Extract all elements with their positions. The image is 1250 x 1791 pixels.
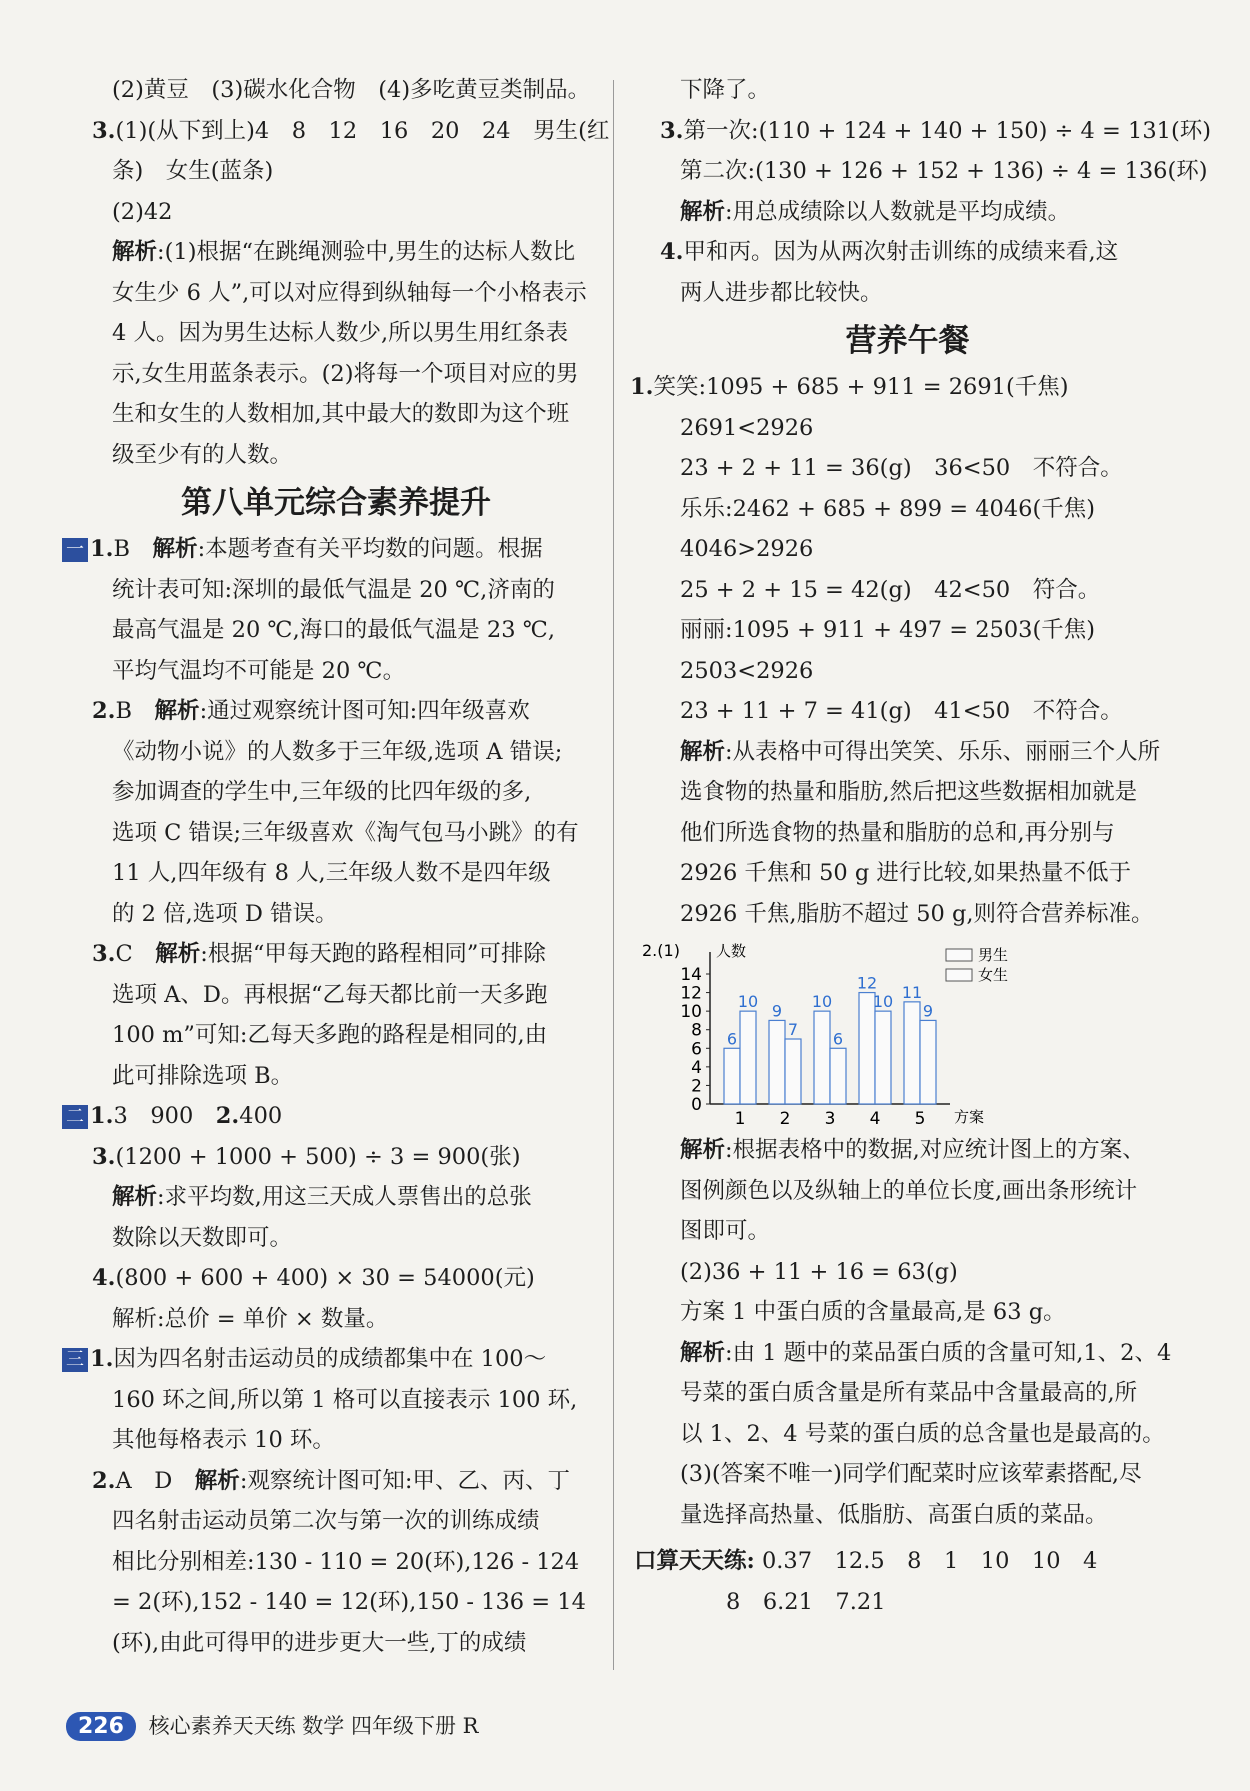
text-line [62,394,610,435]
text-line [62,111,610,152]
text-line [630,192,1185,233]
text-line [630,232,1185,273]
book-title: 核心素养天天练 数学 四年级下册 R [148,1714,479,1738]
data-label: 12 [856,973,878,993]
text-line [62,975,610,1016]
text-line [630,151,1208,192]
text-line [630,529,1185,570]
data-label: 9 [922,1001,934,1021]
text-line [62,1461,610,1502]
text-line [630,610,1185,651]
line-text: 图例颜色以及纵轴上的单位长度,画出条形统计 [680,1177,1138,1204]
y-tick-label: 0 [691,1095,702,1115]
bar [814,1011,830,1104]
text-line [630,408,1185,449]
line-text: = 2(环),152 - 140 = 12(环),150 - 136 = 14 [112,1589,586,1615]
y-tick-label: 14 [680,965,702,985]
line-text: :求平均数,用这三天成人票售出的总张 [157,1184,532,1210]
text-line [62,853,610,894]
text-line [630,1171,1185,1212]
line-text: 女生少 6 人”,可以对应得到纵轴每一个小格表示 [112,279,587,306]
analysis-label: 解析 [155,941,201,967]
analysis-label: 解析 [154,698,200,724]
line-text: 第二次:(130 + 126 + 152 + 136) ÷ 4 = 136(环) [680,158,1208,184]
bar [875,1011,891,1104]
text-line [62,570,610,611]
line-text: 平均气温均不可能是 20 ℃。 [112,657,406,684]
x-tick-label: 1 [734,1109,746,1129]
line-text: 甲和丙。因为从两次射击训练的成绩来看,这 [683,239,1119,265]
text-line [630,813,1185,854]
line-text: 条) 女生(蓝条) [112,158,274,184]
text-line [62,1542,610,1583]
text-line [62,529,610,570]
q2-label: 2.(1) [642,941,680,960]
text-line [630,1130,1185,1171]
line-text: 统计表可知:深圳的最低气温是 20 ℃,济南的 [112,576,555,603]
text-line [62,1258,610,1299]
text-line [62,934,610,975]
y-tick-label: 8 [691,1020,702,1041]
analysis-label: 解析 [680,1339,726,1366]
question-number: 3. [92,941,116,967]
data-label: 10 [872,992,894,1012]
line-text: 选项 A、D。再根据“乙每天都比前一天多跑 [112,981,548,1008]
line-text: 2503<2926 [680,657,814,684]
line-text: 此可排除选项 B。 [112,1062,294,1089]
oral-practice-answers: 0.37 12.5 8 1 10 10 4 [761,1548,1098,1574]
question-number: 4. [660,239,684,265]
question-number: 4. [92,1265,116,1291]
line-text: 第一次:(110 + 124 + 140 + 150) ÷ 4 = 131(环) [683,117,1212,144]
line-text: 号菜的蛋白质含量是所有菜品中含量最高的,所 [680,1380,1138,1406]
x-tick-label: 4 [869,1109,881,1129]
text-line [62,273,610,314]
text-line [62,435,610,476]
left-column [62,70,610,1663]
line-text: 选食物的热量和脂肪,然后把这些数据相加就是 [680,779,1138,805]
line-text: 他们所选食物的热量和脂肪的总和,再分别与 [680,819,1115,846]
analysis-label: 解析 [112,1184,158,1210]
bar [785,1039,801,1104]
column-divider [613,80,614,1670]
line-text: 11 人,四年级有 8 人,三年级人数不是四年级 [112,860,551,886]
line-text: 笑笑:1095 + 685 + 911 = 2691(千焦) [653,374,1069,400]
right-column [630,70,1212,1622]
line-text: 乐乐:2462 + 685 + 899 = 4046(千焦) [680,495,1096,522]
text-line [630,1292,1185,1333]
line-text: 4 人。因为男生达标人数少,所以男生用红条表 [112,320,569,346]
text-line [62,354,610,395]
line-text: 4046>2926 [680,536,814,562]
text-line [630,448,1185,489]
line-text: :根据“甲每天跑的路程相同”可排除 [200,941,546,967]
line-text: 2926 千焦,脂肪不超过 50 g,则符合营养标准。 [680,900,1154,927]
line-text: 量选择高热量、低脂肪、高蛋白质的菜品。 [680,1501,1108,1528]
question-number: 1. [90,536,114,562]
text-line [630,691,1185,732]
analysis-label: 解析 [680,1137,726,1163]
analysis-label: 解析 [112,239,158,265]
section-title-lunch: 营养午餐 [845,323,970,359]
text-line [630,1211,1185,1252]
bar-chart-svg [630,934,1185,1130]
text-line [630,273,1185,314]
x-axis-label: 方案 [954,1108,985,1126]
part-badge: 一 [62,538,88,562]
question-number: 2. [92,698,116,724]
text-line [62,1623,610,1664]
line-text: 其他每格表示 10 环。 [112,1427,335,1453]
text-line [630,489,1185,530]
line-text: (2)42 [112,198,173,225]
text-line [62,1339,610,1380]
line-text: (3)(答案不唯一)同学们配菜时应该荤素搭配,尽 [680,1461,1142,1487]
text-line [630,732,1185,773]
data-label: 6 [726,1029,738,1049]
line-text: 25 + 2 + 15 = 42(g) 42<50 符合。 [680,576,1101,603]
data-label: 9 [771,1001,783,1021]
line-text: 2926 千焦和 50 g 进行比较,如果热量不低于 [680,860,1132,886]
line-text: :(1)根据“在跳绳测验中,男生的达标人数比 [157,239,576,265]
line-text: 因为四名射击运动员的成绩都集中在 100～ [113,1346,547,1372]
y-tick-label: 4 [691,1057,702,1078]
text-line [62,894,610,935]
y-tick-label: 10 [680,1002,702,1023]
bar-chart [630,934,1185,1130]
line-text: 生和女生的人数相加,其中最大的数即为这个班 [112,401,570,427]
bar [830,1048,846,1104]
line-text: 级至少有的人数。 [112,441,293,468]
data-label: 10 [737,992,759,1012]
text-line [630,1454,1185,1495]
question-number: 1. [90,1103,114,1129]
line-text: 《动物小说》的人数多于三年级,选项 A 错误; [112,738,563,765]
oral-practice [630,1541,1185,1582]
right-answers-bottom [630,1130,1185,1535]
text-line [630,1373,1185,1414]
legend-label: 女生 [978,966,1009,984]
line-text: :本题考查有关平均数的问题。根据 [197,536,543,562]
line-text: 最高气温是 20 ℃,海口的最低气温是 23 ℃, [112,617,556,643]
part-badge: 二 [62,1105,88,1129]
question-number: 1. [90,1346,114,1372]
text-line [62,732,610,773]
text-line [62,151,610,192]
line-text: (环),由此可得甲的进步更大一些,丁的成绩 [112,1629,527,1656]
line-text: 示,女生用蓝条表示。(2)将每一个项目对应的男 [112,360,579,387]
page-footer [66,1710,478,1741]
line-text: :根据表格中的数据,对应统计图上的方案、 [725,1137,1145,1163]
analysis-label: 解析 [194,1467,240,1494]
line-text: 四名射击运动员第二次与第一次的训练成绩 [112,1508,540,1534]
text-line [630,367,1185,408]
line-text: 160 环之间,所以第 1 格可以直接表示 100 环, [112,1386,578,1413]
text-line [62,610,610,651]
text-line [630,1495,1185,1536]
left-answers-bottom [62,529,610,1663]
line-text: 以 1、2、4 号菜的蛋白质的总含量也是最高的。 [680,1420,1165,1447]
bar [740,1011,756,1104]
text-line [62,1056,610,1097]
line-text: A D [115,1467,195,1494]
y-tick-label: 2 [691,1076,702,1097]
text-line [630,70,1185,111]
analysis-label: 解析 [152,536,198,562]
text-line [630,1333,1185,1374]
line-text: B [115,698,155,724]
text-line [630,1252,1185,1293]
text-line [62,1015,610,1056]
text-line [62,772,610,813]
bar [724,1048,740,1104]
text-line [630,772,1185,813]
line-text: (2)36 + 11 + 16 = 63(g) [680,1258,958,1285]
section-title-unit8: 第八单元综合素养提升 [181,485,491,521]
line-text: :用总成绩除以人数就是平均成绩。 [725,198,1071,225]
legend-label: 男生 [978,946,1009,964]
right-answers-mid [630,367,1185,934]
line-text: 23 + 11 + 7 = 41(g) 41<50 不符合。 [680,698,1123,724]
line-text: :通过观察统计图可知:四年级喜欢 [199,698,530,724]
analysis-label: 解析 [680,198,726,225]
line-text: 2691<2926 [680,414,814,441]
text-line [62,232,610,273]
line-text: 23 + 2 + 11 = 36(g) 36<50 不符合。 [680,455,1123,481]
line-text: :由 1 题中的菜品蛋白质的含量可知,1、2、4 [725,1339,1172,1366]
data-label: 7 [787,1020,799,1039]
line-text: 数除以天数即可。 [112,1224,293,1251]
line-text: 400 [239,1103,283,1129]
line-text: 图即可。 [680,1218,771,1244]
oral-practice-label: 口算天天练: [634,1548,755,1574]
text-line [62,313,610,354]
text-line [62,1218,610,1259]
y-tick-label: 6 [691,1039,702,1060]
line-text: 下降了。 [680,77,771,103]
bar [920,1020,936,1104]
x-tick-label: 3 [824,1109,836,1129]
line-text: 两人进步都比较快。 [680,279,883,306]
left-answers-top [62,70,610,475]
line-text: (1)(从下到上)4 8 12 16 20 24 男生(红 [115,117,610,144]
text-line [630,894,1185,935]
text-line [62,70,610,111]
line-text: 100 m”可知:乙每天多跑的路程是相同的,由 [112,1022,548,1048]
line-text: 的 2 倍,选项 D 错误。 [112,900,338,927]
line-text: 相比分别相差:130 - 110 = 20(环),126 - 124 [112,1548,580,1575]
line-text: 选项 C 错误;三年级喜欢《淘气包马小跳》的有 [112,819,579,846]
data-label: 10 [811,992,833,1012]
text-line [62,1096,610,1137]
text-line [62,651,610,692]
part-badge: 三 [62,1348,88,1372]
legend-swatch [946,969,972,981]
line-text: 解析:总价 = 单价 × 数量。 [112,1305,389,1332]
text-line [630,853,1185,894]
question-number: 3. [92,1143,116,1170]
text-line [62,1299,610,1340]
question-number: 3. [660,117,684,144]
y-tick-label: 12 [680,983,702,1004]
x-tick-label: 5 [914,1109,926,1129]
text-line [62,192,610,233]
line-text: (2)黄豆 (3)碳水化合物 (4)多吃黄豆类制品。 [112,77,591,103]
line-text: 3 900 [113,1103,216,1129]
right-answers-top [630,70,1212,313]
bar [904,1002,920,1104]
line-text: :从表格中可得出笑笑、乐乐、丽丽三个人所 [725,738,1161,765]
question-number: 1. [630,374,654,400]
text-line [62,1177,610,1218]
data-label: 6 [832,1029,844,1049]
line-text: :观察统计图可知:甲、乙、丙、丁 [239,1467,570,1494]
line-text: 方案 1 中蛋白质的含量最高,是 63 g。 [680,1299,1066,1325]
text-line [630,651,1185,692]
question-number: 2. [92,1467,116,1494]
page-number: 226 [66,1712,136,1741]
line-text: C [115,941,156,967]
text-line [62,813,610,854]
x-tick-label: 2 [779,1109,791,1129]
line-text: 丽丽:1095 + 911 + 497 = 2503(千焦) [680,617,1096,643]
text-line [62,691,610,732]
question-number: 2. [215,1103,240,1129]
text-line [62,1501,610,1542]
text-line [62,1137,610,1178]
bar [769,1020,785,1104]
line-text: (1200 + 1000 + 500) ÷ 3 = 900(张) [115,1143,521,1170]
analysis-label: 解析 [680,738,726,765]
legend-swatch [946,949,972,961]
line-text: B [113,536,153,562]
text-line [62,1420,610,1461]
text-line [62,1582,610,1623]
y-axis-label: 人数 [716,942,747,960]
question-number: 3. [92,117,116,144]
oral-practice-line2: 8 6.21 7.21 [726,1588,886,1615]
text-line [630,111,1212,152]
text-line [62,1380,610,1421]
data-label: 11 [901,982,923,1002]
line-text: 参加调查的学生中,三年级的比四年级的多, [112,779,532,805]
text-line [630,570,1185,611]
text-line [630,1414,1185,1455]
line-text: (800 + 600 + 400) × 30 = 54000(元) [115,1265,535,1291]
